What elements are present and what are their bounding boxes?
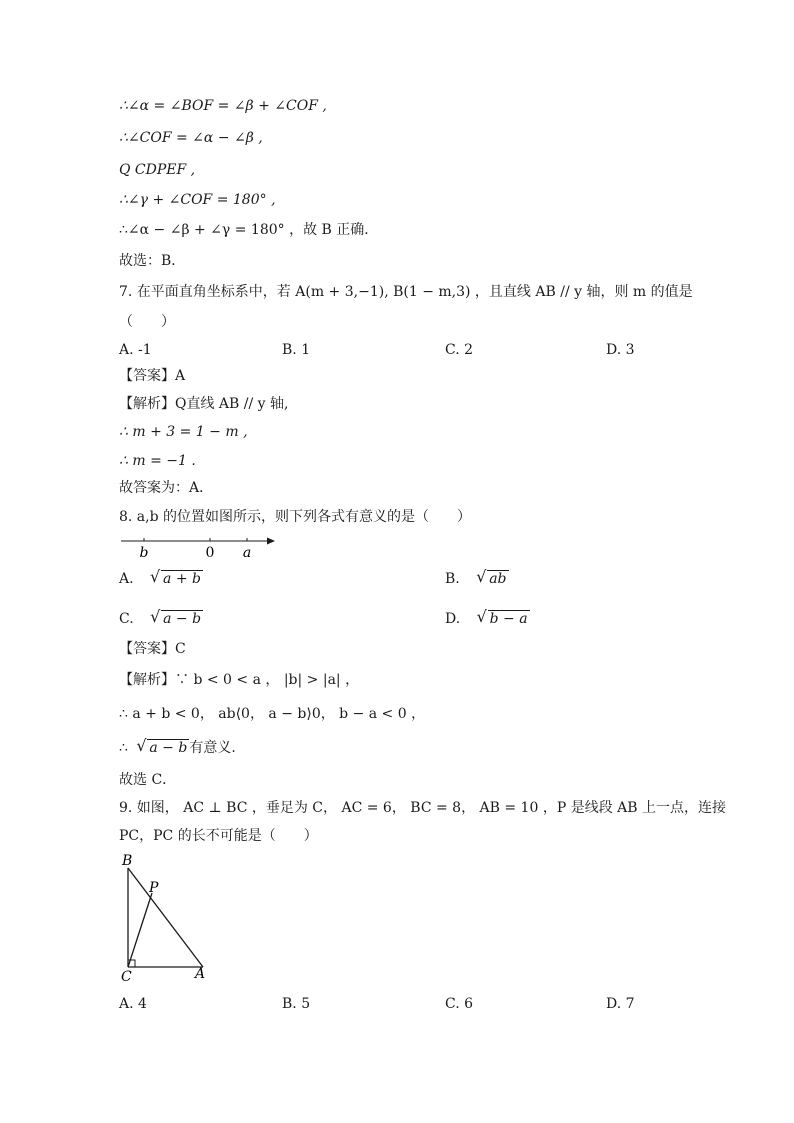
q8-explain-1: 【解析】∵ b < 0 < a ， |b| > |a| ， (119, 672, 360, 688)
q8-explain-3 (119, 738, 236, 758)
q8-option-b-sqrt (476, 569, 508, 589)
question-9-line-2: PC，PC 的长不可能是（ ） (119, 828, 318, 844)
q8-option-c (119, 609, 203, 629)
q8-option-a (119, 569, 203, 589)
q8-explain-2: ∴ a + b < 0， ab⟨0， a − b⟩0， b − a < 0 ， (119, 706, 426, 722)
number-line-figure (119, 535, 279, 561)
vertex-a-label: A (195, 966, 206, 982)
q8-choose-c: 故选 C． (119, 772, 177, 788)
label-b: b (139, 545, 149, 561)
q8-option-b (445, 569, 509, 589)
segment-pc (128, 893, 152, 967)
q7-explain-2: ∴ m + 3 = 1 − m , (119, 424, 248, 440)
q7-explain-1: 【解析】Q直线 AB // y 轴, (119, 396, 289, 412)
q9-option-d: D. 7 (606, 996, 635, 1012)
vertex-c-label: C (121, 969, 132, 985)
q8-option-a-sqrt (150, 569, 203, 589)
q8-answer: 【答案】C (119, 641, 186, 657)
q8-option-d-radicand: b − a (489, 611, 528, 627)
question-8: 8. a,b 的位置如图所示，则下列各式有意义的是（ ） (119, 509, 472, 525)
q8-option-a-radicand: a + b (163, 571, 201, 587)
q8-option-d (445, 609, 530, 629)
question-7-paren: （ ） (119, 314, 175, 330)
q8-option-a-label: A. (119, 571, 134, 587)
label-zero: 0 (205, 545, 215, 561)
q8-option-b-label: B. (445, 571, 460, 587)
line-cd-parallel-ef: Q CDPEF , (119, 162, 196, 178)
q7-answer: 【答案】A (119, 368, 186, 384)
q8-explain-suffix: 有意义. (189, 740, 236, 756)
q7-option-c: C. 2 (445, 342, 474, 358)
question-9: 9. 如图， AC ⊥ BC ，垂足为 C， AC = 6， BC = 8， AB = 10 ，P 是线段 AB 上一点，连接 (119, 800, 726, 816)
q7-option-d: D. 3 (606, 342, 635, 358)
q9-option-c: C. 6 (445, 996, 474, 1012)
q8-option-d-sqrt (477, 609, 530, 629)
q8-option-b-radicand: ab (489, 571, 507, 587)
q7-explain-4: 故答案为：A． (119, 480, 214, 496)
vertex-b-label: B (122, 853, 133, 869)
q8-explain-sqrt (136, 738, 189, 758)
line-conclusion: ∴∠α − ∠β + ∠γ = 180° ，故 B 正确． (119, 222, 379, 238)
line-gamma-sum: ∴∠γ + ∠COF = 180° , (119, 192, 276, 208)
point-p-label: P (149, 880, 159, 896)
line-choose-b: 故选：B． (119, 253, 186, 269)
therefore-symbol: ∴ (119, 740, 128, 756)
question-7: 7. 在平面直角坐标系中，若 A(m + 3,−1), B(1 − m,3) ，且直线 AB // y 轴，则 m 的值是 (119, 284, 693, 300)
q8-option-c-radicand: a − b (163, 611, 202, 627)
q8-option-c-label: C. (119, 611, 134, 627)
q7-option-b: B. 1 (282, 342, 311, 358)
line-angle-cof: ∴∠COF = ∠α − ∠β , (119, 130, 263, 146)
side-ab (128, 868, 203, 967)
triangle-figure (115, 850, 215, 985)
q9-option-a: A. 4 (119, 996, 147, 1012)
q8-option-d-label: D. (445, 611, 461, 627)
q7-explain-3: ∴ m = −1 . (119, 453, 196, 469)
q8-option-c-sqrt (150, 609, 203, 629)
q8-explain-radicand: a − b (149, 740, 188, 756)
q9-option-b: B. 5 (282, 996, 311, 1012)
label-a: a (242, 545, 252, 561)
q7-option-a: A. -1 (119, 342, 152, 358)
line-angle-alpha: ∴∠α = ∠BOF = ∠β + ∠COF , (119, 98, 327, 114)
number-line-arrow (267, 538, 275, 545)
